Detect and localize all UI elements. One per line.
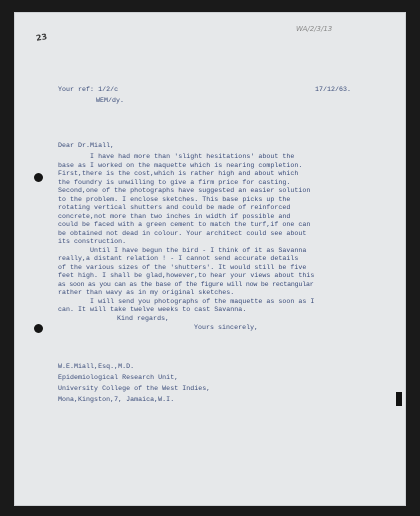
body-line: its construction.	[58, 238, 127, 245]
address-line: W.E.Miall,Esq.,M.D.	[58, 363, 135, 370]
body-line: I will send you photographs of the maquette as soon as I	[58, 297, 315, 305]
salutation: Dear Dr.Miall,	[58, 142, 115, 149]
body-line: really,a distant relation ! - I cannot send accurate details	[58, 255, 299, 262]
punch-hole-top	[34, 173, 43, 182]
address-line: University College of the West Indies,	[58, 385, 211, 392]
body-line: rather than wavy as in my original sketches.	[58, 289, 235, 296]
edge-tab	[396, 392, 402, 406]
closing-regards: Kind regards,	[117, 315, 170, 322]
body-line: base as I worked on the maquette which is nearing completion.	[58, 161, 303, 169]
body-line: can. It will take twelve weeks to cast Savanna.	[58, 306, 247, 313]
typist-initials: WEM/dy.	[96, 97, 125, 104]
letter-date: 17/12/63.	[315, 86, 352, 93]
body-line: of the various sizes of the 'shutters'. It would still be five	[58, 263, 307, 271]
body-line: as soon as you can as the base of the figure will now be rectangular	[58, 280, 314, 288]
letter-page	[14, 12, 406, 506]
address-line: Mona,Kingston,7, Jamaica,W.I.	[58, 396, 175, 403]
body-line: Until I have begun the bird - I think of it as Savanna	[58, 246, 307, 254]
punch-hole-bottom	[34, 324, 43, 333]
body-line: I have had more than 'slight hesitations' about the	[58, 153, 295, 160]
archive-reference: WA/2/3/13	[296, 25, 333, 33]
body-line: the foundry is unwilling to give a firm price for casting.	[58, 178, 291, 186]
address-line: Epidemiological Research Unit,	[58, 374, 179, 381]
your-reference: Your ref: 1/2/c	[58, 86, 119, 93]
body-line: to the problem. I enclose sketches. This base picks up the	[58, 195, 291, 203]
body-line: feet high. I shall be glad,however,to hear your views about this	[58, 272, 315, 279]
body-line: First,there is the cost,which is rather high and about which	[58, 170, 299, 177]
body-line: be obtained not dead in colour. Your architect could see about	[58, 229, 307, 237]
body-line: Second,one of the photographs have suggested an easier solution	[58, 187, 311, 194]
corner-mark: 23	[35, 32, 48, 43]
closing-sincerely: Yours sincerely,	[194, 324, 259, 331]
body-line: rotating vertical shutters and could be made of reinforced	[58, 204, 291, 211]
body-line: could be faced with a green cement to match the turf,if one can	[58, 221, 311, 228]
body-line: concrete,not more than two inches in width if possible and	[58, 212, 291, 220]
